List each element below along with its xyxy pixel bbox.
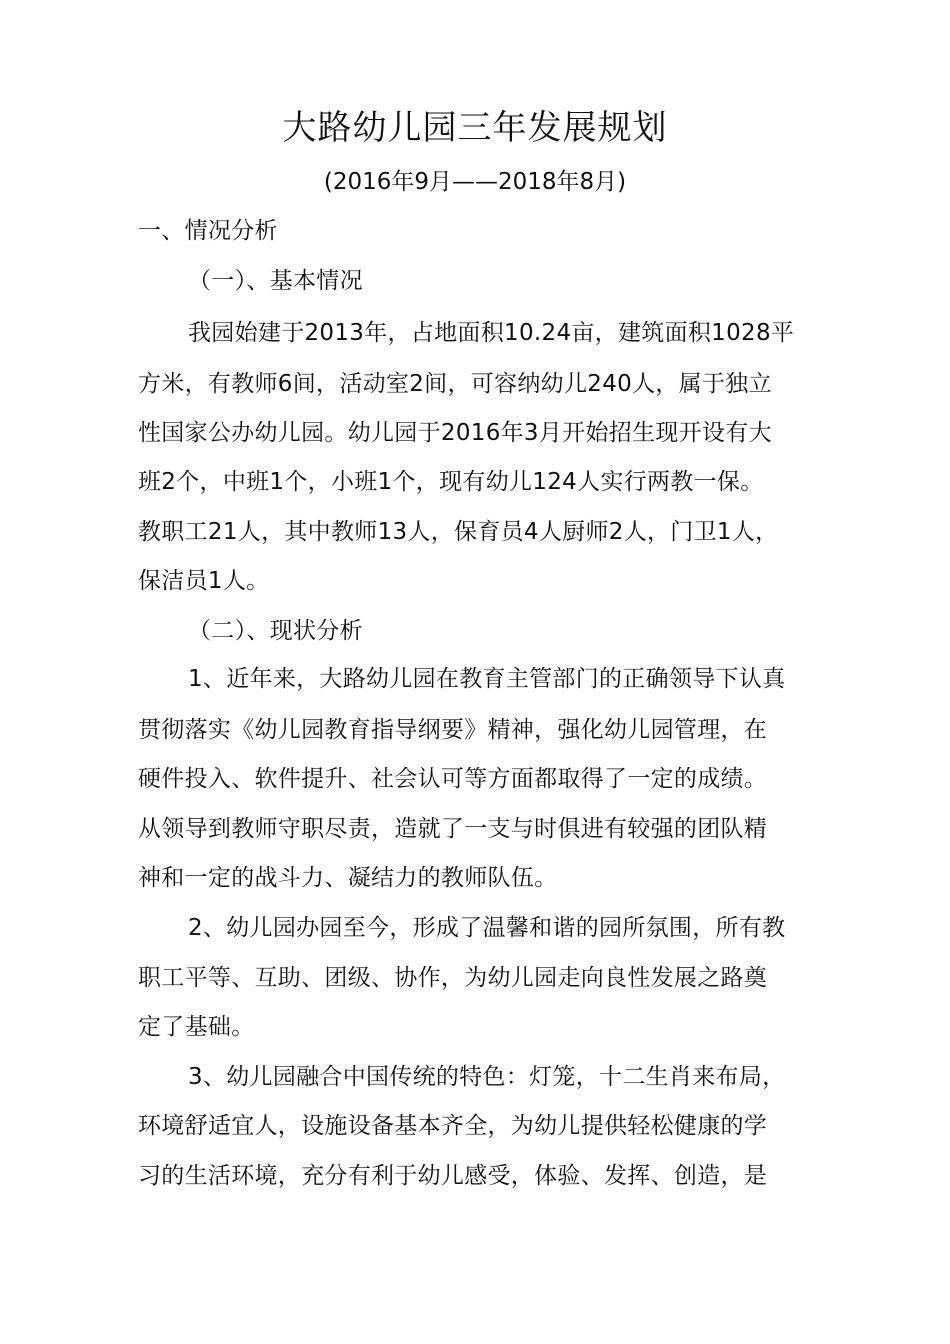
paragraph-line: 3、幼儿园融合中国传统的特色：灯笼，十二生肖来布局， [188,1064,786,1090]
paragraph-line: 班2个，中班1个，小班1个，现有幼儿124人实行两教一保。 [138,469,764,495]
paragraph-line: 神和一定的战斗力、凝结力的教师队伍。 [138,865,558,891]
paragraph-line: 硬件投入、软件提升、社会认可等方面都取得了一定的成绩。 [138,766,768,792]
document-title: 大路幼儿园三年发展规划 [282,108,668,148]
paragraph-line: 性国家公办幼儿园。幼儿园于2016年3月开始招生现开设有大 [138,420,772,446]
paragraph-line: 习的生活环境，充分有利于幼儿感受，体验、发挥、创造，是 [138,1163,768,1189]
document-subtitle: (2016年9月——2018年8月) [323,169,627,195]
paragraph-line: 贯彻落实《幼儿园教育指导纲要》精神，强化幼儿园管理，在 [138,717,768,743]
paragraph-line: 定了基础。 [138,1014,255,1040]
paragraph-line: 方米，有教师6间，活动室2间，可容纳幼儿240人，属于独立 [138,371,772,397]
paragraph-line: 2、幼儿园办园至今，形成了温馨和谐的园所氛围，所有教 [188,915,786,941]
paragraph-line: 我园始建于2013年，占地面积10.24亩，建筑面积1028平 [188,320,795,346]
subsection-heading: （一）、基本情况 [188,268,363,294]
paragraph-line: 环境舒适宜人，设施设备基本齐全，为幼儿提供轻松健康的学 [138,1113,768,1139]
paragraph-line: 保洁员1人。 [138,568,270,594]
paragraph-line: 1、近年来，大路幼儿园在教育主管部门的正确领导下认真 [188,666,786,692]
paragraph-line: 职工平等、互助、团级、协作，为幼儿园走向良性发展之路奠 [138,965,768,991]
paragraph-line: 从领导到教师守职尽责，造就了一支与时俱进有较强的团队精 [138,816,768,842]
paragraph-line: 教职工21人，其中教师13人，保育员4人厨师2人，门卫1人， [138,519,779,545]
subsection-heading: （二）、现状分析 [188,618,363,644]
section-heading: 一、情况分析 [138,218,278,244]
